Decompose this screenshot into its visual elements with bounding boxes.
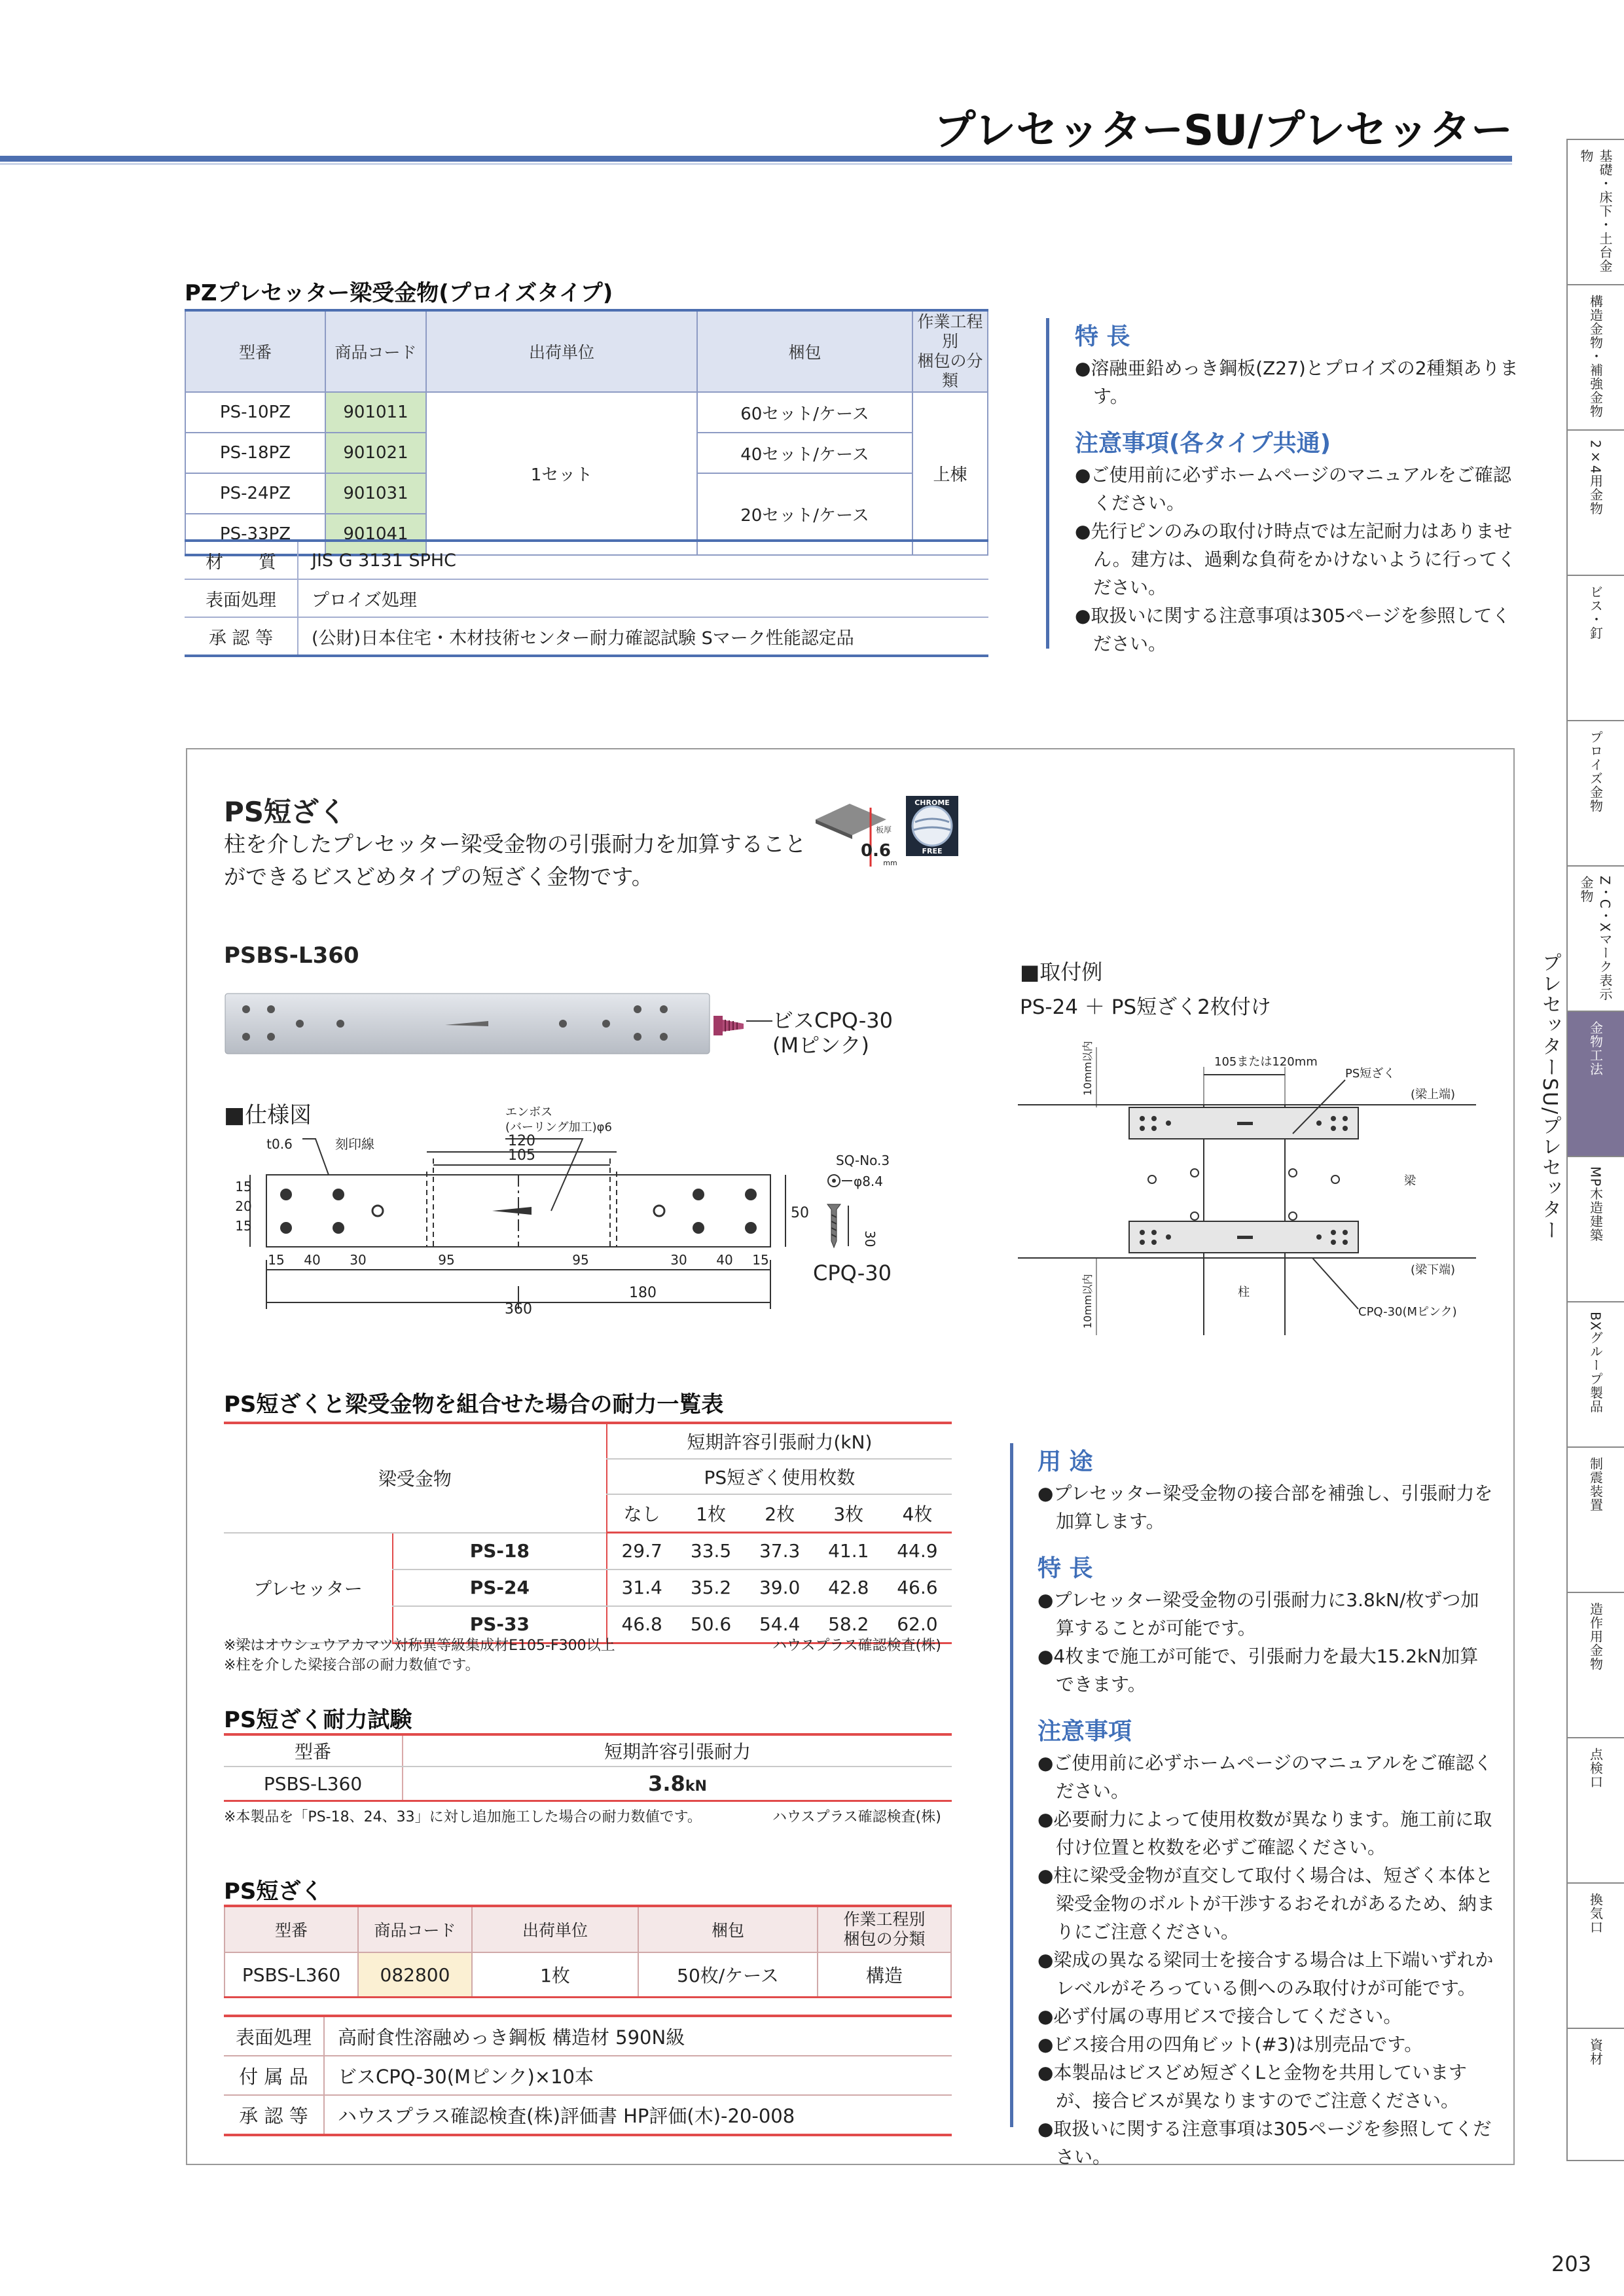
tab-materials[interactable]: 資材 xyxy=(1566,2028,1624,2161)
tab-bx-group[interactable]: BXグループ製品 xyxy=(1566,1301,1624,1446)
svg-text:40: 40 xyxy=(304,1252,321,1268)
ps-notes: 用 途 ●プレセッター梁受金物の接合部を補強し、引張耐力を加算します。 特 長 ●プレセッター梁受金物の引張耐力に3.8kN/枚ずつ加算することが可能です。 ●4枚まで施工が可能で、引張耐力を最大15.2kN加算できます。 注意事項 ●ご使用前に必ずホームページのマニュアルをご確認ください。 ●必要耐力によって使用枚数が異なります。施工前に取付け位置と枚数を必ずご確認ください。 ●柱に梁受金物が直交して取付く場合は、短ざく本体と梁受金物のボルトが干渉するおそれがあるため、納まりにご注意ください。 ●梁成の異なる梁同士を接合する場合は上下端いずれかレベルがそろっている側へのみ取付けが可能です。 ●必ず付属の専用ビスで接合してください。 ●ビス接合用の四角ビット(#3)は別売品です。 ●本製品はビスどめ短ざくLと金物を共用していますが、接合ビスが異なりますのでご注意ください。 ●取扱いに関する注意事項は305ページを参照してください。 xyxy=(1038,1443,1496,2171)
tab-fixtures[interactable]: 造作用金物 xyxy=(1566,1592,1624,1737)
product-photo xyxy=(223,987,720,1059)
svg-text:φ8.4: φ8.4 xyxy=(854,1174,883,1189)
svg-text:95: 95 xyxy=(572,1252,589,1268)
pz-material-table: 材 質 JIS G 3131 SPHC 表面処理 プロイズ処理 承 認 等 (公財)日本住宅・木材技術センター耐力確認試験 Sマーク性能認定品 xyxy=(185,539,988,657)
tab-structural[interactable]: 構造金物・補強金物 xyxy=(1566,284,1624,429)
svg-text:FREE: FREE xyxy=(922,847,943,855)
table-row: プレセッター PS-18 29.7 33.5 37.3 41.1 44.9 xyxy=(224,1533,952,1570)
table-row: PS-24PZ 901031 20セット/ケース xyxy=(185,473,988,514)
tab-proiz[interactable]: プロイズ金物 xyxy=(1566,720,1624,865)
page-title: プレセッターSU/プレセッター xyxy=(933,107,1513,155)
ps-title: PS短ざく xyxy=(224,796,347,828)
header-rule xyxy=(0,156,1512,162)
spec-drawing xyxy=(224,1105,931,1329)
installation-drawing xyxy=(1018,1028,1489,1335)
svg-text:105または120mm: 105または120mm xyxy=(1214,1055,1318,1069)
table-row: PS-33 46.8 50.6 54.4 58.2 62.0 xyxy=(224,1606,952,1643)
svg-text:刻印線: 刻印線 xyxy=(335,1136,374,1152)
tab-damper[interactable]: 制震装置 xyxy=(1566,1446,1624,1592)
side-index-tabs xyxy=(1566,139,1624,2161)
table-row: PS-33PZ 901041 xyxy=(185,514,988,555)
tab-mp[interactable]: MP木造建築 xyxy=(1566,1156,1624,1301)
ps-caution-title: 注意事項 xyxy=(1038,1718,1132,1745)
pz-product-table: 型番 商品コード 出荷単位 梱包 作業工程別 梱包の分類 PS-10PZ 901011 1セット 60セット/ケース 上棟 PS-18PZ 901021 40セット/ケース PS-24PZ 901031 20セット/ケース PS-33PZ 901041 xyxy=(185,309,988,556)
thickness-icon xyxy=(810,795,902,870)
test-note: ※本製品を「PS-18、24、33」に対し追加施工した場合の耐力数値です。 xyxy=(224,1809,702,1825)
tab-screws[interactable]: ビス・釘 xyxy=(1566,575,1624,720)
svg-text:板厚: 板厚 xyxy=(875,825,892,834)
chrome-free-icon xyxy=(906,796,958,856)
side-section-label: プレセッターSU/プレセッター xyxy=(1538,952,1561,1242)
svg-text:360: 360 xyxy=(505,1301,532,1318)
product-name: PSBS-L360 xyxy=(224,942,359,969)
svg-text:10mm以内: 10mm以内 xyxy=(1081,1274,1094,1329)
svg-text:(梁下端): (梁下端) xyxy=(1411,1263,1456,1277)
test-title: PS短ざく耐力試験 xyxy=(224,1707,412,1733)
screw-label: ビスCPQ-30 (Mピンク) xyxy=(772,1008,893,1058)
svg-text:15: 15 xyxy=(235,1179,252,1194)
svg-text:0.6: 0.6 xyxy=(860,841,892,861)
tab-zcx-mark[interactable]: Z・C・Xマーク表示金物 xyxy=(1566,865,1624,1011)
svg-text:30: 30 xyxy=(670,1252,687,1268)
ps-material-table: 表面処理 高耐食性溶融めっき鋼板 構造材 590N級 付 属 品 ビスCPQ-30(Mピンク)×10本 承 認 等 ハウスプラス確認検査(株)評価書 HP評価(木)-20-008 xyxy=(224,2015,952,2136)
ps-feature-title: 特 長 xyxy=(1038,1555,1093,1582)
pz-caution-title: 注意事項(各タイプ共通) xyxy=(1075,430,1331,457)
spec-title: ■仕様図 xyxy=(224,1102,312,1128)
resist-title: PS短ざくと梁受金物を組合せた場合の耐力一覧表 xyxy=(224,1391,724,1418)
test-source: ハウスプラス確認検査(株) xyxy=(772,1809,941,1825)
svg-text:(バーリング加工)φ6: (バーリング加工)φ6 xyxy=(505,1121,613,1134)
svg-text:t0.6: t0.6 xyxy=(266,1136,293,1152)
svg-text:30: 30 xyxy=(862,1230,878,1247)
pz-notes: 特 長 ●溶融亜鉛めっき鋼板(Z27)とプロイズの2種類あります。 注意事項(各タイプ共通) ●ご使用前に必ずホームページのマニュアルをご確認ください。 ●先行ピンのみの取付け時点では左記耐力はありません。建方は、過剰な負荷をかけないように行ってください。 ●取扱いに関する注意事項は305ページを参照してください。 xyxy=(1075,318,1520,658)
svg-text:柱: 柱 xyxy=(1238,1285,1250,1299)
svg-text:95: 95 xyxy=(438,1252,455,1268)
tab-2x4[interactable]: 2×4用金物 xyxy=(1566,429,1624,575)
svg-text:105: 105 xyxy=(508,1147,535,1164)
table-row: PS-24 31.4 35.2 39.0 42.8 46.6 xyxy=(224,1570,952,1606)
svg-text:PS短ざく: PS短ざく xyxy=(1345,1067,1396,1081)
resistance-table: 梁受金物 短期許容引張耐力(kN) PS短ざく使用枚数 なし 1枚 2枚 3枚 4枚 プレセッター PS-18 29.7 33.5 37.3 41.1 44.9 PS-24 31.4 35.2 39.0 42.8 46.6 PS-33 46.8 50.6 54.4 58.2 62.0 xyxy=(224,1422,952,1644)
pz-feature-title: 特 長 xyxy=(1075,323,1130,350)
svg-text:30: 30 xyxy=(350,1252,367,1268)
svg-text:10mm以内: 10mm以内 xyxy=(1081,1041,1094,1096)
example-title: ■取付例 xyxy=(1020,960,1103,984)
svg-text:15: 15 xyxy=(752,1252,769,1268)
svg-text:SQ-No.3: SQ-No.3 xyxy=(836,1153,890,1168)
svg-text:mm: mm xyxy=(883,859,897,867)
ps-notes-bar xyxy=(1010,1443,1013,2127)
page-number: 203 xyxy=(1551,2251,1592,2276)
header-rule-light xyxy=(0,163,1512,165)
svg-text:CPQ-30: CPQ-30 xyxy=(813,1261,892,1285)
svg-text:15: 15 xyxy=(235,1218,252,1234)
pz-notes-bar xyxy=(1046,318,1049,649)
svg-text:20: 20 xyxy=(235,1198,252,1214)
tab-kanamono-method[interactable]: 金物工法 xyxy=(1566,1011,1624,1156)
example-subtitle: PS-24 ＋ PS短ざく2枚付け xyxy=(1020,996,1271,1019)
resist-notes: ※梁はオウシュウアカマツ対称異等級集成材E105-F300以上 ※柱を介した梁接合部の耐力数値です。 xyxy=(224,1638,615,1674)
use-title: 用 途 xyxy=(1038,1448,1093,1475)
svg-text:120: 120 xyxy=(508,1133,535,1149)
svg-text:(梁上端): (梁上端) xyxy=(1411,1088,1456,1102)
table-row: PS-10PZ 901011 1セット 60セット/ケース 上棟 xyxy=(185,392,988,433)
svg-text:180: 180 xyxy=(629,1285,657,1301)
svg-text:40: 40 xyxy=(716,1252,733,1268)
table-row: PS-18PZ 901021 40セット/ケース xyxy=(185,433,988,473)
tab-vent[interactable]: 換気口 xyxy=(1566,1882,1624,2028)
svg-text:エンボス: エンボス xyxy=(505,1105,552,1119)
ps-description: 柱を介したプレセッター梁受金物の引張耐力を加算することができるビスどめタイプの短ざく金物です。 xyxy=(224,831,806,889)
svg-text:15: 15 xyxy=(268,1252,285,1268)
svg-text:50: 50 xyxy=(791,1205,809,1221)
resist-source: ハウスプラス確認検査(株) xyxy=(772,1638,941,1654)
test-table: 型番 短期許容引張耐力 PSBS-L360 3.8kN xyxy=(224,1733,952,1802)
tab-inspection[interactable]: 点検口 xyxy=(1566,1737,1624,1882)
table-row: PSBS-L360 082800 1枚 50枚/ケース 構造 xyxy=(225,1952,951,1998)
ps-product-table: 型番 商品コード 出荷単位 梱包 作業工程別 梱包の分類 PSBS-L360 082800 1枚 50枚/ケース 構造 xyxy=(224,1905,952,1998)
pz-section-title: PZプレセッター梁受金物(プロイズタイプ) xyxy=(185,280,613,306)
svg-text:梁: 梁 xyxy=(1404,1174,1416,1188)
svg-text:CHROME: CHROME xyxy=(914,798,950,807)
svg-text:CPQ-30(Mピンク): CPQ-30(Mピンク) xyxy=(1358,1305,1457,1319)
tab-foundation[interactable]: 基礎・床下・土台金物 xyxy=(1566,139,1624,284)
ps-table-title: PS短ざく xyxy=(224,1878,323,1905)
